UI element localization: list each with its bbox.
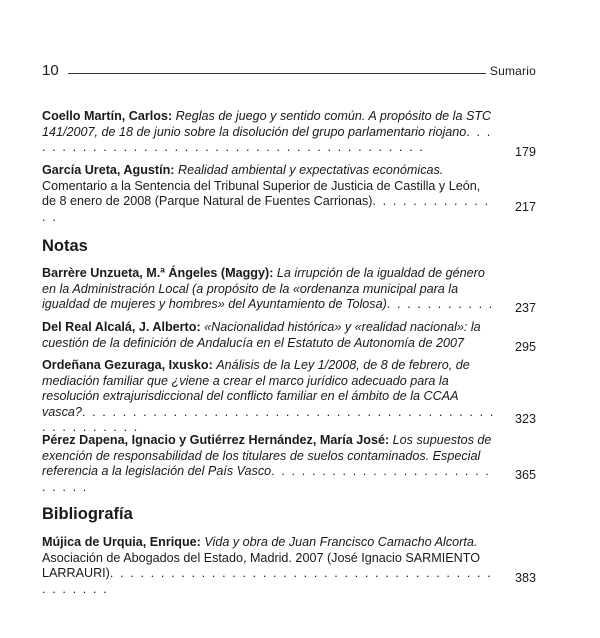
- toc-entry: [42, 109, 497, 156]
- page-number: 10: [42, 62, 59, 79]
- leader-dots: . . . . . . . . . . . . . .: [42, 194, 490, 224]
- leader-dots: . . . . . . . . . . . . . . . . . . . . . . . . . . . . . . . . . . . . . . . . . . . . . . . . . . .: [42, 404, 495, 434]
- entry-page: 323: [514, 412, 536, 426]
- entry-title: Reglas de juego y sentido común. A propósito de la STC 141/2007, de 18 de junio sobre la disolución del grupo parlamentario riojano: [42, 109, 492, 139]
- entry-title: Realidad ambiental y expectativas económicas.: [178, 163, 444, 177]
- entry-title: Vida y obra de Juan Francisco Camacho Alcorta.: [204, 535, 478, 549]
- entry-title: La irrupción de la igualdad de género en la Administración Local (a propósito de la «ordenanza municipal para la igualdad de mujeres y hombres» del Ayuntamiento de Tolosa): [42, 266, 485, 311]
- entry-title: Los supuestos de exención de responsabilidad de los titulares de suelos contaminados. Especial referencia a la legislación del País Vasco: [42, 433, 492, 478]
- entry-page: 295: [514, 340, 536, 354]
- entry-author: Coello Martín, Carlos:: [42, 109, 173, 123]
- entry-rest: Asociación de Abogados del Estado, Madrid. 2007 (José Ignacio SARMIENTO LARRAURI): [42, 550, 480, 580]
- leader-dots: . . . . . . . . . . . . . . . . . . . . . . . . . . . . . . . . . . . . . . . . . . . . .: [42, 566, 493, 596]
- notas-heading: Notas: [42, 237, 88, 255]
- section-title: Sumario: [489, 64, 536, 78]
- leader-dots: . . . . . . . . . . . . . . . . . . . . . . . . . . .: [42, 464, 491, 494]
- toc-entry: [42, 266, 497, 313]
- entry-page: 237: [514, 301, 536, 315]
- leader-dots: . . . . . . . . . . .: [386, 297, 494, 311]
- toc-entry: [42, 358, 497, 436]
- toc-entry: [42, 163, 497, 225]
- entry-page: 217: [514, 200, 536, 214]
- entry-author: Mújica de Urquia, Enrique:: [42, 535, 201, 549]
- entry-author: Pérez Dapena, Ignacio y Gutiérrez Hernández, María José:: [42, 433, 390, 447]
- entry-author: Barrère Unzueta, M.ª Ángeles (Maggy):: [42, 266, 274, 280]
- page-header: [42, 62, 536, 82]
- entry-page: 383: [514, 571, 536, 585]
- bibliografia-heading: Bibliografía: [42, 505, 133, 523]
- entry-author: García Ureta, Agustín:: [42, 163, 175, 177]
- toc-entry: [42, 433, 497, 495]
- header-rule: [68, 73, 486, 74]
- entry-rest: Comentario a la Sentencia del Tribunal Superior de Justicia de Castilla y León, de 8 enero de 2008 (Parque Natural de Fuentes Carrionas): [42, 178, 481, 208]
- entry-title: Análisis de la Ley 1/2008, de 8 de febrero, de mediación familiar que ¿viene a crear el marco jurídico adecuado para la resolución extrajurisdiccional del conflicto familiar en el ámbito de la CCAA vasca?: [42, 358, 470, 419]
- entry-page: 365: [514, 468, 536, 482]
- leader-dots: . . . . . . . . . . . . . . . . . . . . . . . . . . . . . . . . . . . . . . . . .: [42, 124, 492, 154]
- entry-author: Del Real Alcalá, J. Alberto:: [42, 320, 201, 334]
- entry-page: 179: [514, 145, 536, 159]
- toc-entry: [42, 535, 497, 597]
- entry-author: Ordeñana Gezuraga, Ixusko:: [42, 358, 213, 372]
- entry-title: «Nacionalidad histórica» y «realidad nacional»: la cuestión de la definición de Andalucía en el Estatuto de Autonomía de 2007: [42, 320, 481, 350]
- toc-entry: [42, 320, 497, 351]
